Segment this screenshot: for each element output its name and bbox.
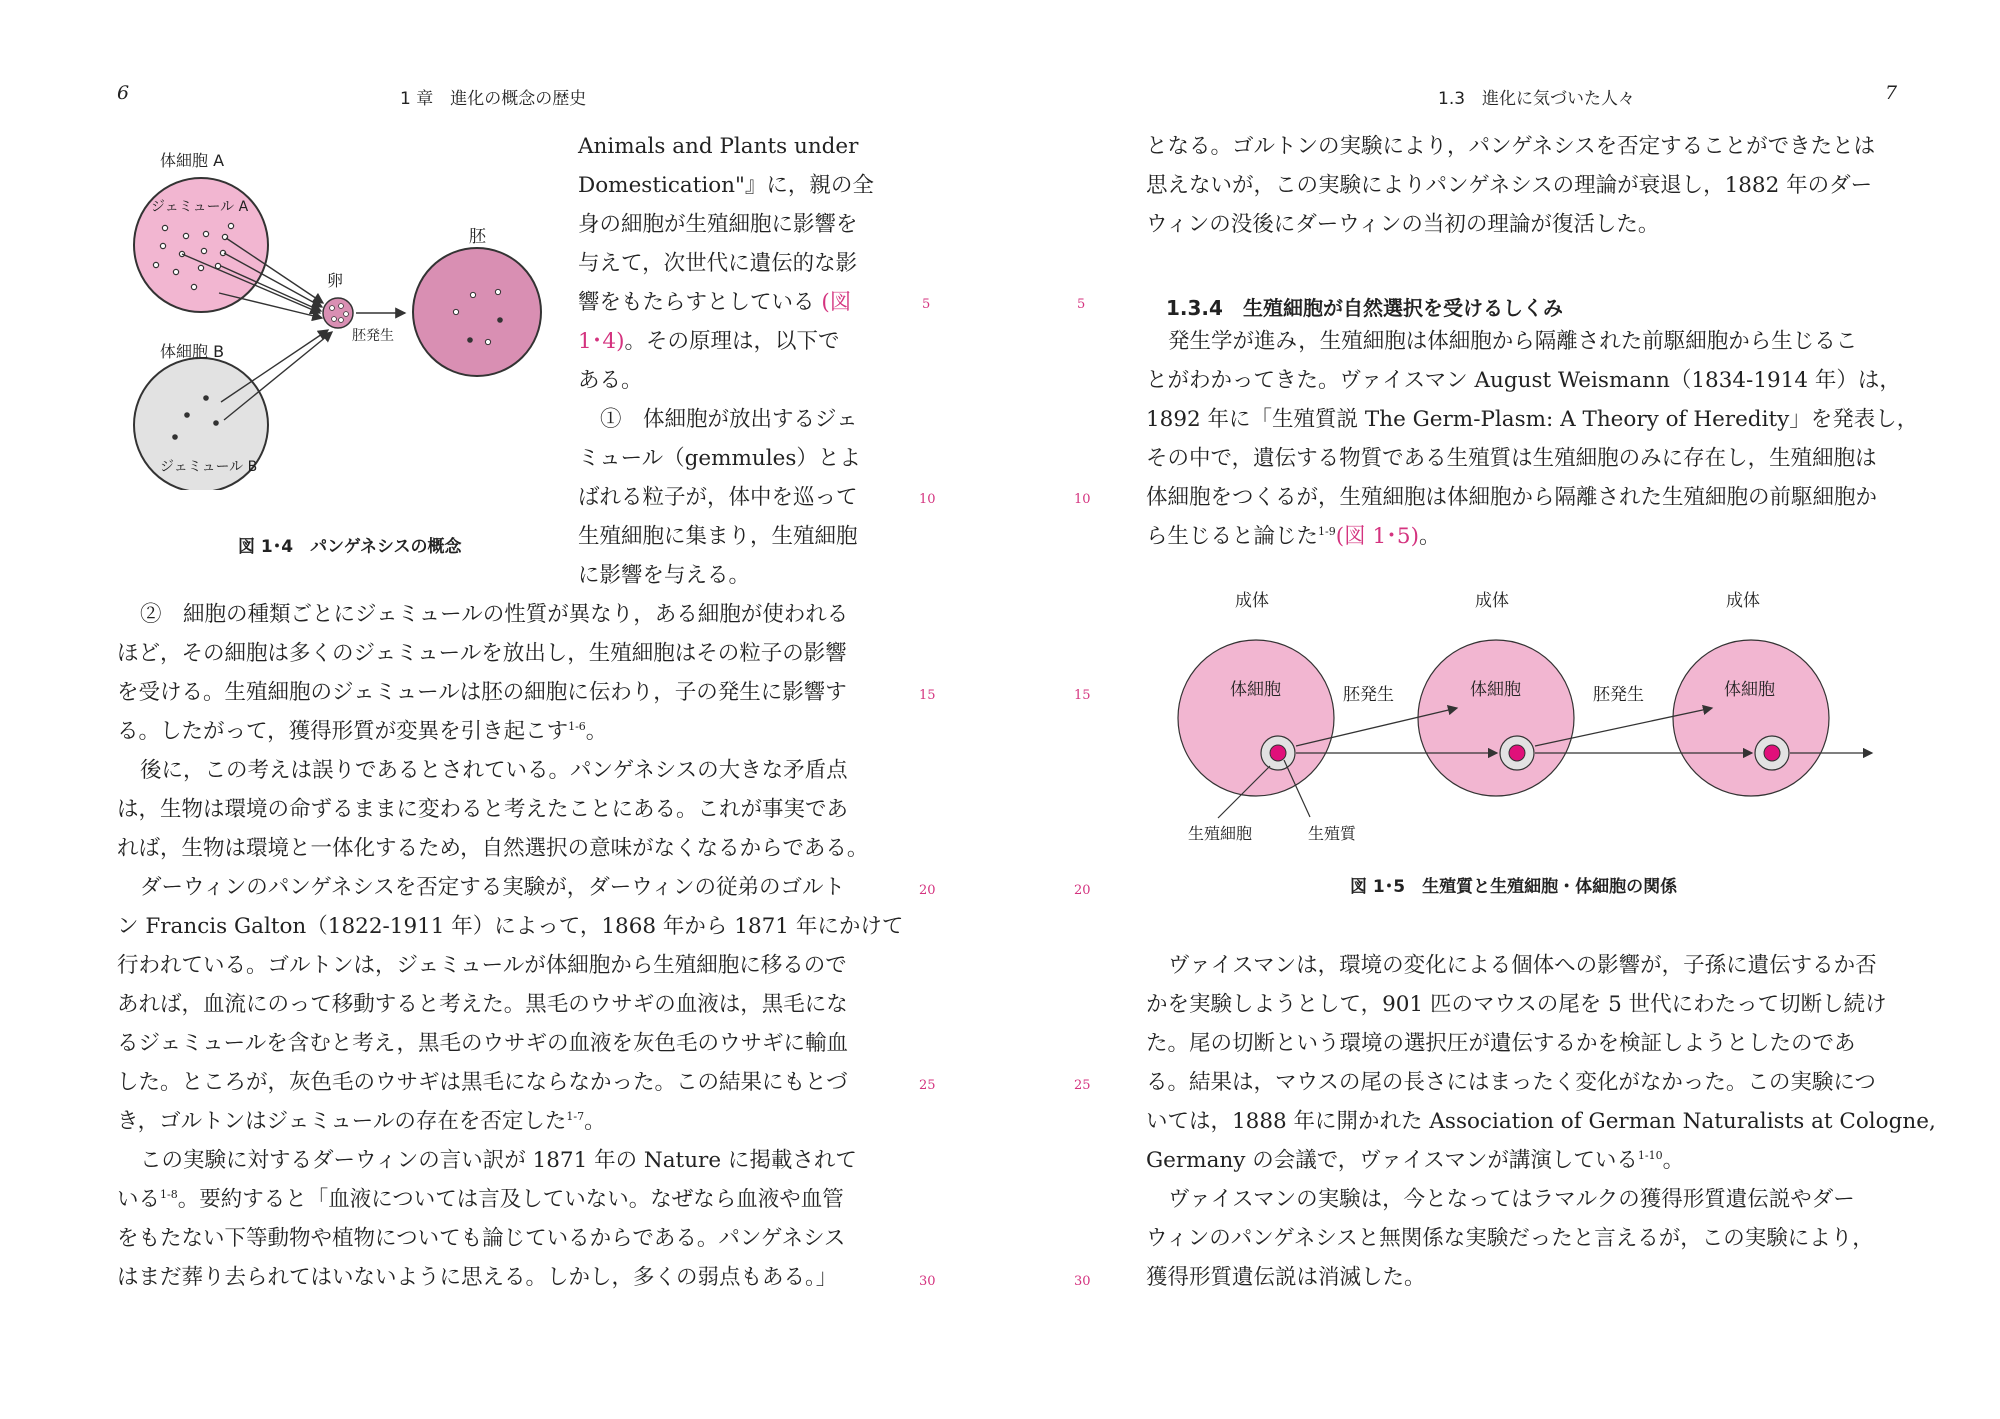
label-gemmule-b: ジェミュール B [160, 459, 258, 475]
label-embryo: 胚 [469, 227, 486, 247]
text-line: ある。 [578, 368, 643, 393]
text-line: るジェミュールを含むと考え，黒毛のウサギの血液を灰色毛のウサギに輸血 [117, 1031, 849, 1056]
line-number: 5 [1077, 297, 1086, 312]
running-head-left: 1 章 進化の概念の歴史 [400, 89, 587, 109]
text-line: とがわかってきた。ヴァイスマン August Weismann（1834-1914 年）は， [1146, 368, 1901, 393]
line-number: 25 [1074, 1078, 1091, 1093]
line-number: 20 [1074, 883, 1091, 898]
text-line: 行われている。ゴルトンは，ジェミュールが体細胞から生殖細胞に移るので [117, 953, 847, 978]
text-line: き，ゴルトンはジェミュールの存在を否定した$^{1-7}$。 [117, 1109, 606, 1135]
text-line: ヴァイスマンの実験は，今となってはラマルクの獲得形質遺伝説やダー [1168, 1187, 1855, 1212]
label-embryogenesis: 胚発生 [1343, 685, 1394, 705]
line-number: 10 [1074, 492, 1091, 507]
embryo [413, 248, 541, 376]
text-line: 響をもたらすとしている (図 [578, 290, 852, 315]
text-line: ① 体細胞が放出するジェ [600, 407, 858, 432]
text-line: ばれる粒子が，体中を巡って [578, 485, 858, 510]
text-line: 与えて，次世代に遺伝的な影 [578, 251, 858, 276]
label-somatic-cell: 体細胞 [1724, 680, 1775, 700]
figure-reference[interactable]: (図 1･5) [1335, 524, 1419, 550]
label-germ-cell: 生殖細胞 [1188, 824, 1253, 843]
label-cell-a: 体細胞 A [160, 151, 225, 170]
text-line: Animals and Plants under [578, 134, 859, 159]
text-line: 獲得形質遺伝説は消滅した。 [1146, 1265, 1426, 1290]
text-line: ら生じると論じた$^{1-9}$(図 1･5)。 [1146, 524, 1441, 550]
text-line: れば，生物は環境と一体化するため，自然選択の意味がなくなるからである。 [117, 836, 869, 861]
text-line: 生殖細胞に集まり，生殖細胞 [578, 524, 858, 549]
line-number: 30 [1074, 1274, 1091, 1289]
text-line: ン Francis Galton（1822-1911 年）によって，1868 年から 1871 年にかけて [117, 914, 904, 939]
line-number: 15 [1074, 688, 1091, 703]
label-embryogenesis: 胚発生 [1593, 685, 1644, 705]
text-line: 発生学が進み，生殖細胞は体細胞から隔離された前駆細胞から生じるこ [1168, 329, 1858, 354]
somatic-cell [1673, 640, 1829, 796]
reference-note: 1-6 [568, 720, 586, 733]
line-number: 20 [919, 883, 936, 898]
text-line: た。尾の切断という環境の選択圧が遺伝するかを検証しようとしたのであ [1146, 1031, 1856, 1056]
label-cell-b: 体細胞 B [160, 342, 225, 361]
line-number: 10 [919, 492, 936, 507]
line-number: 30 [919, 1274, 936, 1289]
label-gemmule-a: ジェミュール A [151, 199, 249, 215]
germ-cell [1755, 736, 1789, 770]
label-somatic-cell: 体細胞 [1230, 680, 1281, 700]
text-line: 体細胞をつくるが，生殖細胞は体細胞から隔離された生殖細胞の前駆細胞か [1146, 485, 1878, 510]
text-line: に影響を与える。 [578, 563, 751, 588]
text-line: ミュール（gemmules）とよ [578, 446, 861, 471]
label-egg: 卵 [327, 271, 344, 290]
germ-cell [1500, 736, 1534, 770]
label-embryogenesis: 胚発生 [352, 328, 394, 344]
reference-note: 1-8 [160, 1188, 178, 1201]
label-adult: 成体 [1235, 591, 1269, 611]
text-line: いては，1888 年に開かれた Association of German Naturalists at Cologne, [1146, 1109, 1936, 1134]
line-number: 5 [922, 297, 931, 312]
text-line: かを実験しようとして，901 匹のマウスの尾を 5 世代にわたって切断し続け [1146, 992, 1887, 1017]
line-number: 25 [919, 1078, 936, 1093]
figure-pangenesis [120, 140, 570, 490]
page-number-right: 7 [1885, 82, 1898, 104]
line-number: 15 [919, 688, 936, 703]
text-line: ヴァイスマンは，環境の変化による個体への影響が，子孫に遺伝するか否 [1168, 953, 1877, 978]
text-line: 1892 年に「生殖質説 The Germ-Plasm: A Theory of Heredity」を発表し， [1146, 407, 1919, 432]
text-line: 思えないが，この実験によりパンゲネシスの理論が衰退し，1882 年のダー [1146, 173, 1873, 198]
somatic-cell [1178, 640, 1334, 796]
label-adult: 成体 [1475, 591, 1509, 611]
text-line: る。したがって，獲得形質が変異を引き起こす$^{1-6}$。 [117, 719, 608, 745]
reference-note: 1-10 [1637, 1149, 1663, 1162]
running-head-right: 1.3 進化に気づいた人々 [1438, 89, 1636, 109]
figure-reference[interactable]: (図 [821, 290, 852, 315]
reference-note: 1-7 [566, 1110, 585, 1123]
text-line: ほど，その細胞は多くのジェミュールを放出し，生殖細胞はその粒子の影響 [117, 641, 847, 666]
text-line: は，生物は環境の命ずるままに変わると考えたことにある。これが事実であ [117, 797, 849, 822]
section-heading: 1.3.4 生殖細胞が自然選択を受けるしくみ [1166, 296, 1563, 320]
text-line: Domestication"』に，親の全 [578, 173, 874, 198]
text-line: を受ける。生殖細胞のジェミュールは胚の細胞に伝わり，子の発生に影響す [117, 680, 847, 705]
text-line: 身の細胞が生殖細胞に影響を [578, 212, 858, 237]
text-line: をもたない下等動物や植物についても論じているからである。パンゲネシス [117, 1226, 846, 1251]
label-somatic-cell: 体細胞 [1470, 680, 1521, 700]
germ-cell [1261, 736, 1295, 770]
text-line: Germany の会議で，ヴァイスマンが講演している$^{1-10}$。 [1146, 1148, 1685, 1174]
text-line: いる$^{1-8}$。要約すると「血液については言及していない。なぜなら血液や血管 [117, 1187, 844, 1213]
text-line: あれば，血流にのって移動すると考えた。黒毛のウサギの血液は，黒毛にな [117, 992, 848, 1017]
figure-reference[interactable]: 1･4) [578, 329, 625, 354]
text-line: 後に，この考えは誤りであるとされている。パンゲネシスの大きな矛盾点 [140, 758, 848, 783]
figure-caption-1-5: 図 1･5 生殖質と生殖細胞・体細胞の関係 [1350, 877, 1678, 897]
text-line: ウィンの没後にダーウィンの当初の理論が復活した。 [1146, 212, 1660, 237]
label-adult: 成体 [1726, 591, 1760, 611]
text-line: した。ところが，灰色毛のウサギは黒毛にならなかった。この結果にもとづ [117, 1070, 848, 1095]
text-line: ウィンのパンゲネシスと無関係な実験だったと言えるが，この実験により， [1146, 1226, 1874, 1251]
text-line: となる。ゴルトンの実験により，パンゲネシスを否定することができたとは [1146, 134, 1876, 159]
text-line: 1･4)。その原理は，以下で [578, 329, 840, 354]
text-line: ダーウィンのパンゲネシスを否定する実験が，ダーウィンの従弟のゴルト [140, 875, 845, 900]
figure-germ-plasm [1160, 580, 1880, 850]
somatic-cell [1418, 640, 1574, 796]
reference-note: 1-9 [1318, 525, 1336, 538]
page-number-left: 6 [117, 82, 130, 104]
text-line: はまだ葬り去られてはいないように思える。しかし，多くの弱点もある。」 [117, 1265, 838, 1290]
text-line: ② 細胞の種類ごとにジェミュールの性質が異なり，ある細胞が使われる [140, 602, 849, 627]
text-line: る。結果は，マウスの尾の長さにはまったく変化がなかった。この実験につ [1146, 1070, 1876, 1095]
text-line: この実験に対するダーウィンの言い訳が 1871 年の Nature に掲載されて [140, 1148, 857, 1173]
label-germ-plasm: 生殖質 [1308, 824, 1357, 843]
figure-caption-1-4: 図 1･4 パンゲネシスの概念 [238, 537, 462, 557]
text-line: その中で，遺伝する物質である生殖質は生殖細胞のみに存在し，生殖細胞は [1146, 446, 1877, 471]
